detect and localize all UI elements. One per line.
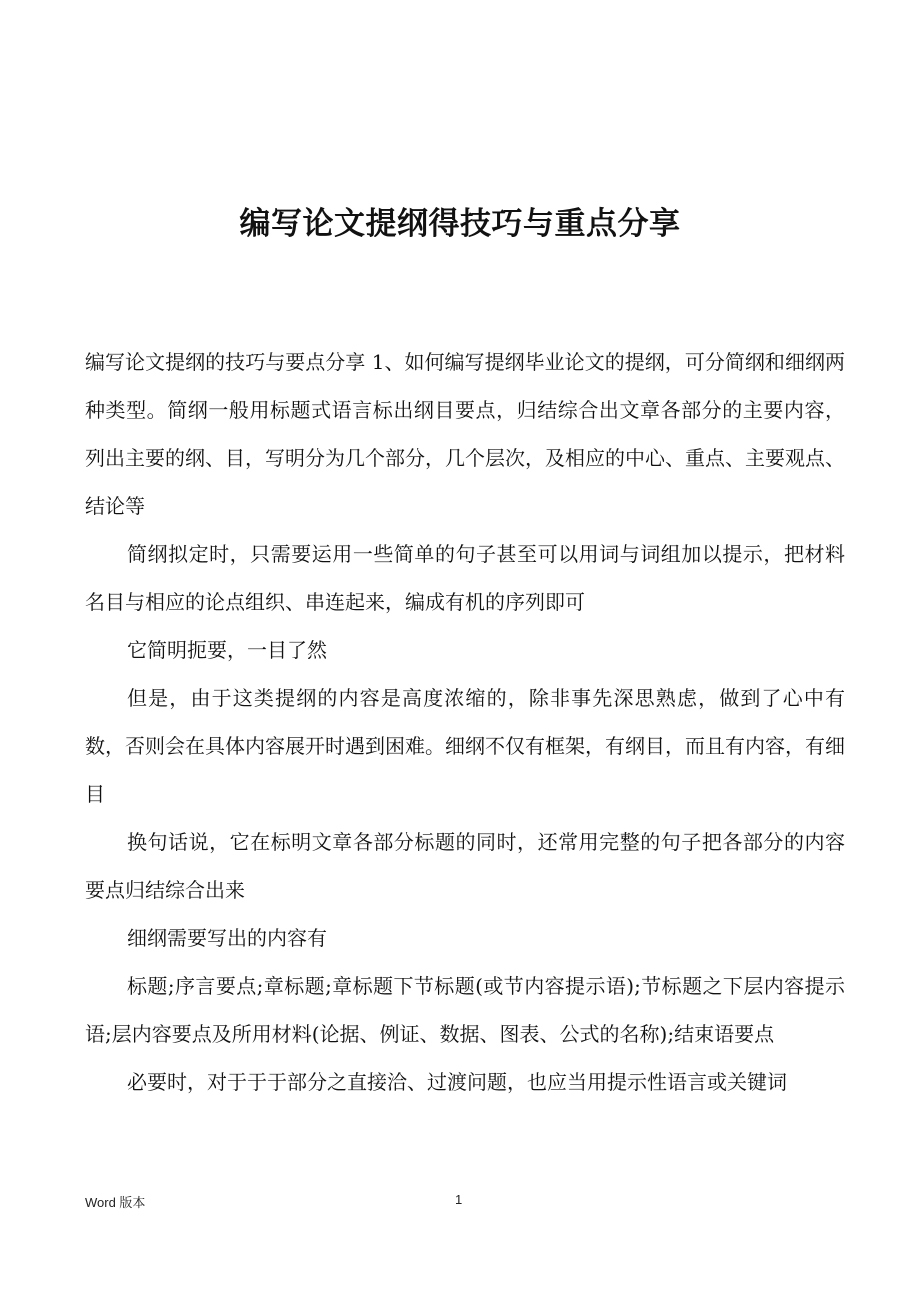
document-body bbox=[85, 338, 845, 1106]
paragraph: 细纲需要写出的内容有 bbox=[127, 926, 327, 950]
paragraph: 标题;序言要点;章标题;章标题下节标题(或节内容提示语);节标题之下层内容提示语;层内容要点及所用材料(论据、例证、数据、图表、公式的名称);结束语要点 bbox=[85, 974, 845, 1046]
paragraph: 但是，由于这类提纲的内容是高度浓缩的，除非事先深思熟虑，做到了心中有数，否则会在具体内容展开时遇到困难。细纲不仅有框架，有纲目，而且有内容，有细目 bbox=[85, 686, 845, 806]
footer-version-label: Word 版本 bbox=[85, 1195, 146, 1210]
paragraph: 它简明扼要，一目了然 bbox=[127, 638, 327, 662]
paragraph: 必要时，对于于于部分之直接洽、过渡问题，也应当用提示性语言或关键词 bbox=[127, 1070, 787, 1094]
document-title: 编写论文提纲得技巧与重点分享 bbox=[239, 206, 681, 242]
paragraph-intro: 编写论文提纲的技巧与要点分享 1、如何编写提纲毕业论文的提纲，可分简纲和细纲两种类型。简纲一般用标题式语言标出纲目要点，归结综合出文章各部分的主要内容， 列出主要的纲、目，写明分为几个部分，几个层次，及相应的中心、重点、主要观点、结论等 bbox=[85, 350, 845, 518]
paragraph: 换句话说，它在标明文章各部分标题的同时，还常用完整的句子把各部分的内容要点归结综合出来 bbox=[85, 830, 845, 902]
paragraph: 简纲拟定时，只需要运用一些简单的句子甚至可以用词与词组加以提示，把材料名目与相应的论点组织、串连起来，编成有机的序列即可 bbox=[85, 542, 845, 614]
footer-page-number: 1 bbox=[455, 1192, 463, 1207]
